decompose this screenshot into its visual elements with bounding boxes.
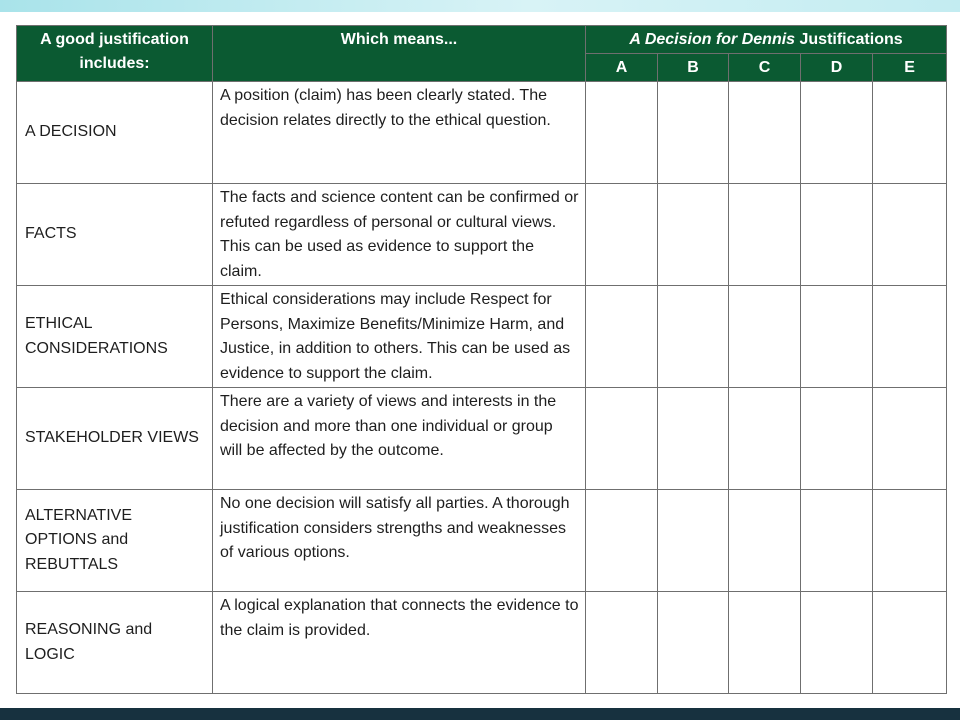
bottom-decorative-band	[0, 708, 960, 720]
justification-a-cell	[586, 82, 658, 184]
justification-b-cell	[658, 490, 729, 592]
justification-e-cell	[873, 490, 947, 592]
justification-b-cell	[658, 184, 729, 286]
criterion-cell: ALTERNATIVE OPTIONS and REBUTTALS	[17, 490, 213, 592]
header-group-title-italic: A Decision for Dennis	[629, 30, 796, 48]
description-cell: The facts and science content can be confirmed or refuted regardless of personal or cultural views. This can be used as evidence to support the claim.	[213, 184, 586, 286]
description-cell: A position (claim) has been clearly stated. The decision relates directly to the ethical question.	[213, 82, 586, 184]
table-row	[17, 82, 947, 184]
header-group-title-rest: Justifications	[795, 30, 903, 48]
justification-a-cell	[586, 184, 658, 286]
justification-d-cell	[801, 184, 873, 286]
justification-b-cell	[658, 286, 729, 388]
table-row	[17, 490, 947, 592]
header-letter-e: E	[873, 54, 947, 82]
justification-d-cell	[801, 592, 873, 694]
header-includes: A good justification includes:	[17, 26, 213, 82]
justification-c-cell	[729, 82, 801, 184]
table-row	[17, 286, 947, 388]
justification-a-cell	[586, 286, 658, 388]
table-row	[17, 184, 947, 286]
header-row-top	[17, 26, 947, 54]
header-letter-c: C	[729, 54, 801, 82]
justification-d-cell	[801, 490, 873, 592]
top-decorative-band	[0, 0, 960, 12]
criterion-cell: STAKEHOLDER VIEWS	[17, 388, 213, 490]
justification-rubric-table	[16, 25, 947, 694]
criterion-cell: FACTS	[17, 184, 213, 286]
justification-a-cell	[586, 592, 658, 694]
description-cell: There are a variety of views and interests in the decision and more than one individual or group will be affected by the outcome.	[213, 388, 586, 490]
header-letter-d: D	[801, 54, 873, 82]
criterion-cell: A DECISION	[17, 82, 213, 184]
justification-a-cell	[586, 388, 658, 490]
justification-e-cell	[873, 286, 947, 388]
header-which-means: Which means...	[213, 26, 586, 82]
justification-e-cell	[873, 592, 947, 694]
description-cell: A logical explanation that connects the evidence to the claim is provided.	[213, 592, 586, 694]
header-justifications-group	[586, 26, 947, 54]
justification-e-cell	[873, 82, 947, 184]
justification-d-cell	[801, 286, 873, 388]
justification-b-cell	[658, 82, 729, 184]
justification-e-cell	[873, 184, 947, 286]
justification-c-cell	[729, 286, 801, 388]
justification-d-cell	[801, 388, 873, 490]
justification-e-cell	[873, 388, 947, 490]
justification-b-cell	[658, 592, 729, 694]
justification-c-cell	[729, 184, 801, 286]
justification-d-cell	[801, 82, 873, 184]
table-row	[17, 592, 947, 694]
table-row	[17, 388, 947, 490]
description-cell: Ethical considerations may include Respect for Persons, Maximize Benefits/Minimize Harm, and Justice, in addition to others. This can be used as evidence to support the claim.	[213, 286, 586, 388]
justification-c-cell	[729, 490, 801, 592]
justification-c-cell	[729, 592, 801, 694]
criterion-cell: REASONING and LOGIC	[17, 592, 213, 694]
description-cell: No one decision will satisfy all parties. A thorough justification considers strengths and weaknesses of various options.	[213, 490, 586, 592]
header-letter-b: B	[658, 54, 729, 82]
header-letter-a: A	[586, 54, 658, 82]
justification-a-cell	[586, 490, 658, 592]
justification-c-cell	[729, 388, 801, 490]
justification-b-cell	[658, 388, 729, 490]
criterion-cell: ETHICAL CONSIDERATIONS	[17, 286, 213, 388]
